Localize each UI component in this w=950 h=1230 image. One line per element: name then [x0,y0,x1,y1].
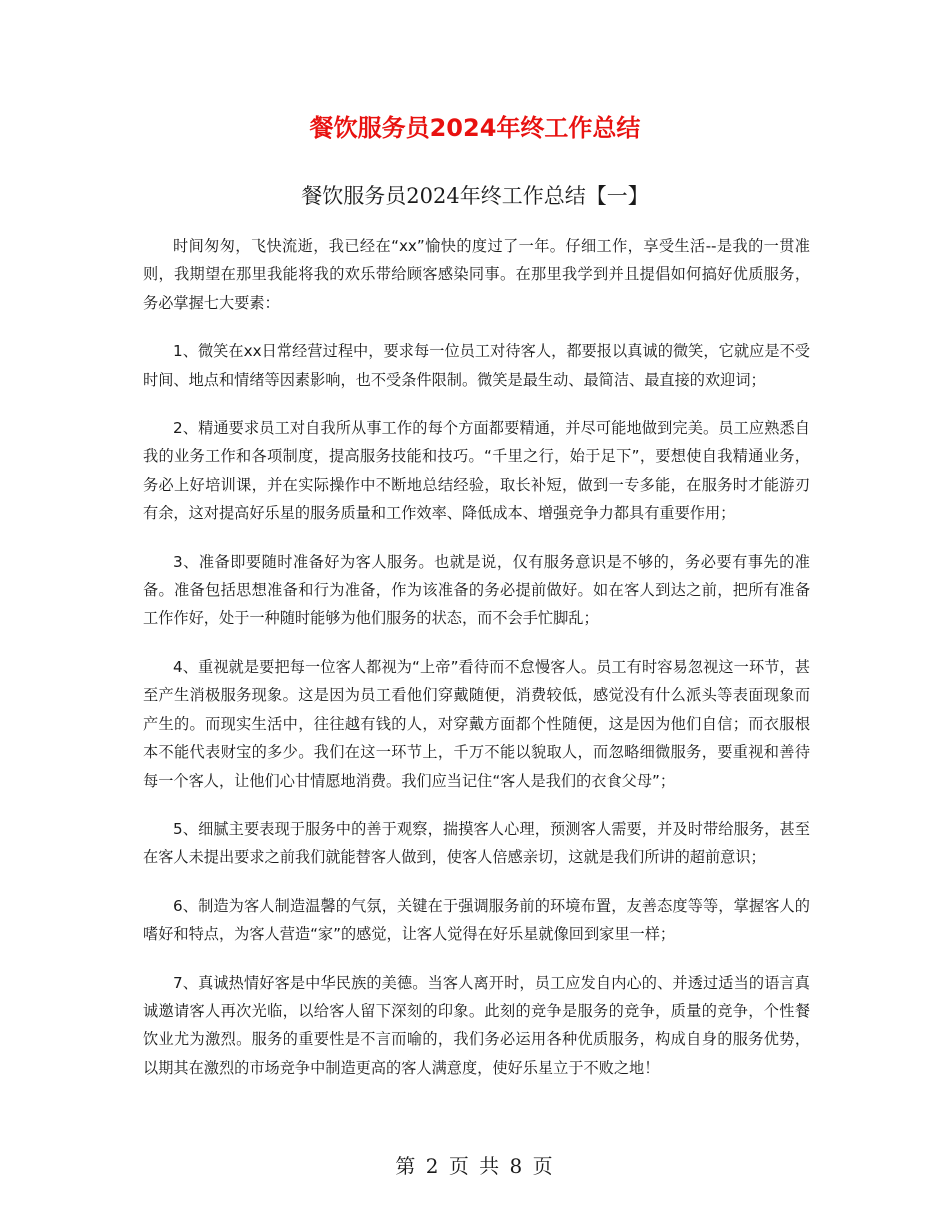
paragraph-item-1: 1、微笑在xx日常经营过程中，要求每一位员工对待客人，都要报以真诚的微笑，它就应是不受时间、地点和情绪等因素影响，也不受条件限制。微笑是最生动、最简洁、最直接的欢迎词； [143,342,810,389]
document-title: 餐饮服务员2024年终工作总结 [309,114,641,142]
page-number-footer: 第 2 页 共 8 页 [395,1154,555,1178]
paragraph-item-3: 3、准备即要随时准备好为客人服务。也就是说，仅有服务意识是不够的，务必要有事先的准备。准备包括思想准备和行为准备，作为该准备的务必提前做好。如在客人到达之前，把所有准备工作作好，处于一种随时能够为他们服务的状态，而不会手忙脚乱； [143,552,810,628]
document-body [143,232,810,1102]
paragraph-item-4: 4、重视就是要把每一位客人都视为“上帝”看待而不怠慢客人。员工有时容易忽视这一环节，甚至产生消极服务现象。这是因为员工看他们穿戴随便，消费较低，感觉没有什么派头等表面现象而产生的。而现实生活中，往往越有钱的人，对穿戴方面都个性随便，这是因为他们自信；而衣服根本不能代表财宝的多少。我们在这一环节上，千万不能以貌取人，而忽略细微服务，要重视和善待每一个客人，让他们心甘情愿地消费。我们应当记住“客人是我们的衣食父母”； [143,657,810,790]
paragraph-item-6: 6、制造为客人制造温馨的气氛，关键在于强调服务前的环境布置，友善态度等等，掌握客人的嗜好和特点，为客人营造“家”的感觉，让客人觉得在好乐星就像回到家里一样； [143,896,810,944]
paragraph-item-7: 7、真诚热情好客是中华民族的美德。当客人离开时，员工应发自内心的、并透过适当的语言真诚邀请客人再次光临，以给客人留下深刻的印象。此刻的竞争是服务的竞争，质量的竞争，个性餐饮业尤为激烈。服务的重要性是不言而喻的，我们务必运用各种优质服务，构成自身的服务优势，以期其在激烈的市场竞争中制造更高的客人满意度，使好乐星立于不败之地！ [143,973,810,1077]
paragraph-item-5: 5、细腻主要表现于服务中的善于观察，揣摸客人心理，预测客人需要，并及时带给服务，甚至在客人未提出要求之前我们就能替客人做到，使客人倍感亲切，这就是我们所讲的超前意识； [143,819,810,867]
paragraph-intro: 时间匆匆，飞快流逝，我已经在“xx”愉快的度过了一年。仔细工作，享受生活--是我的一贯准则，我期望在那里我能将我的欢乐带给顾客感染同事。在那里我学到并且提倡如何搞好优质服务，务必掌握七大要素： [143,237,810,312]
section-title: 餐饮服务员2024年终工作总结【一】 [301,184,649,208]
paragraph-item-2: 2、精通要求员工对自我所从事工作的每个方面都要精通，并尽可能地做到完美。员工应熟悉自我的业务工作和各项制度，提高服务技能和技巧。“千里之行，始于足下”，要想使自我精通业务，务必上好培训课，并在实际操作中不断地总结经验，取长补短，做到一专多能，在服务时才能游刃有余，这对提高好乐星的服务质量和工作效率、降低成本、增强竞争力都具有重要作用； [143,419,810,523]
